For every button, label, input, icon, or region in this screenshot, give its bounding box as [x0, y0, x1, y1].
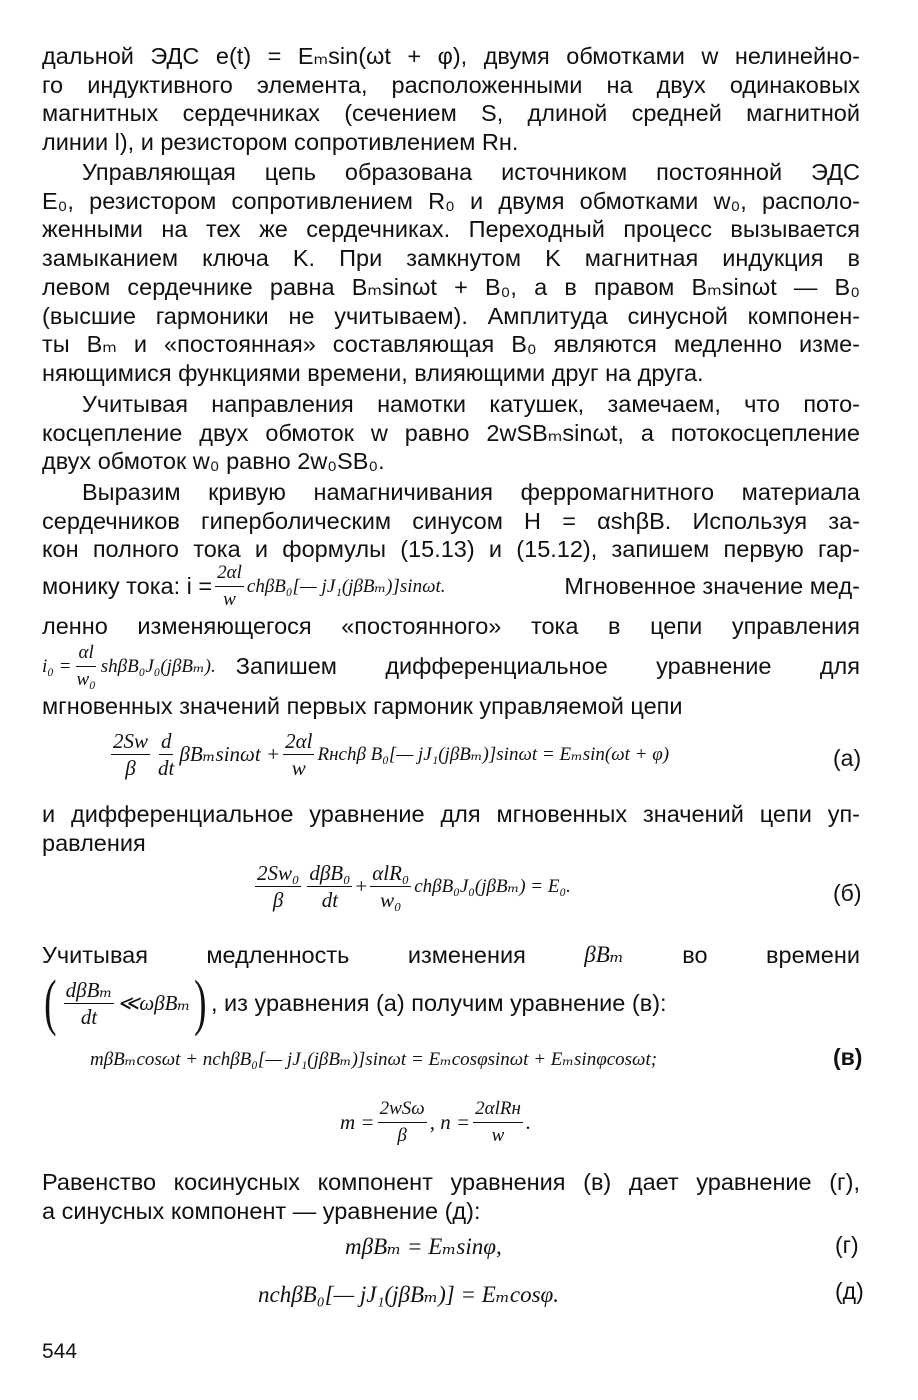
formula-fragment: βBₘ: [584, 942, 624, 967]
text-line: замыканием ключа K. При замкнутом K магнитная индукция в: [42, 245, 860, 272]
text-line: и дифференциальное уравнение для мгновенных значений цепи уп-: [42, 801, 860, 827]
text-line: женными на тех же сердечниках. Переходный процесс вызывается: [42, 216, 860, 243]
fraction-denominator: w: [291, 756, 306, 780]
fraction-denominator: dt: [321, 888, 339, 912]
equation-b: [252, 862, 571, 911]
page-number: 544: [42, 1340, 78, 1363]
text-line: равления: [42, 829, 146, 856]
paragraph-4-cont: [42, 612, 860, 641]
fraction-numerator: dβB₀: [309, 861, 351, 885]
plus-sign: +: [355, 874, 368, 898]
text-line: дальной ЭДС e(t) = Eₘsin(ωt + φ), двумя обмотками w нелинейно-: [42, 43, 860, 69]
text-line: ты Bₘ и «постоянная» составляющая B₀ являются медленно изме-: [42, 331, 860, 358]
left-paren: (: [44, 969, 57, 1037]
text-line: линии l), и резистором сопротивлением Rн.: [42, 129, 519, 156]
text-line: Управляющая цепь образована источником постоянной ЭДС: [82, 159, 860, 185]
paragraph-1: [42, 42, 860, 157]
equation-label: (а): [833, 745, 862, 771]
paragraph-4: [42, 478, 860, 564]
word: во: [682, 942, 708, 968]
text-line: (высшие гармоники не учитываем). Амплитуда синусной компонен-: [42, 302, 860, 329]
text-line: кон полного тока и формулы (15.13) и (15.12), запишем первую гар-: [42, 536, 860, 563]
fraction: [473, 1098, 523, 1147]
formula-fragment: Rнchβ B₀[— jJ₁(jβBₘ)]sinωt = Eₘsin(ωt + φ): [317, 744, 670, 765]
paragraph-6: [42, 942, 860, 969]
equation-label: (в): [833, 1044, 863, 1070]
formula-fragment: mβBₘ = Eₘsinφ,: [345, 1234, 502, 1259]
formula-fragment: shβB₀J₀(jβBₘ).: [100, 656, 216, 677]
text-line: Учитывая направления намотки катушек, замечаем, что пото-: [82, 391, 860, 417]
text-fragment: , из уравнения (а) получим уравнение (в):: [210, 989, 667, 1016]
right-paren: ): [194, 969, 207, 1037]
text-line: Выразим кривую намагничивания ферромагнитного материала: [82, 479, 860, 505]
word: изменения: [407, 942, 526, 968]
fraction: [307, 862, 352, 911]
text-fragment: Запишем дифференциальное уравнение для: [235, 653, 860, 679]
equation-g: [345, 1234, 502, 1260]
paragraph-3: [42, 390, 860, 476]
text-line: мгновенных значений первых гармоник управляемой цепи: [42, 693, 683, 719]
equation-label: (г): [835, 1232, 859, 1258]
text-line: сердечников гиперболическим синусом H = αshβB. Используя за-: [42, 507, 860, 534]
formula-fragment: m =: [340, 1110, 375, 1134]
fraction: [378, 1098, 427, 1147]
fraction-numerator: αlR₀: [372, 861, 410, 885]
fraction-denominator: β: [272, 888, 284, 912]
formula-fragment: mβBₘcosωt + nchβB₀[— jJ₁(jβBₘ)]sinωt = Eₘcosφsinωt + Eₘsinφcosωt;: [90, 1049, 658, 1070]
text-line: левом сердечнике равна Bₘsinωt + B₀, а в правом Bₘsinωt — B₀: [42, 273, 860, 300]
equation-a: [108, 730, 669, 779]
formula-fragment: ≪ωβBₘ: [117, 990, 191, 1015]
fraction-denominator: w: [491, 1125, 505, 1146]
equation-label: (д): [835, 1278, 864, 1304]
formula-fragment: nchβB₀[— jJ₁(jβBₘ)] = Eₘcosφ.: [258, 1282, 560, 1307]
equation-v: [90, 1048, 657, 1071]
equation-d: [258, 1282, 559, 1308]
word: времени: [766, 942, 860, 968]
paragraph-4-end: [42, 692, 860, 721]
fraction: [156, 730, 176, 779]
formula-fragment: .: [525, 1110, 532, 1134]
current-harmonic-line: [42, 562, 860, 611]
fraction: [64, 979, 115, 1028]
paragraph-7: [42, 1168, 860, 1225]
formula-fragment: chβB₀J₀(jβBₘ) = E₀.: [414, 876, 571, 897]
text-line: магнитных сердечниках (сечением S, длиной средней магнитной: [42, 100, 860, 127]
text-line: двух обмоток w₀ равно 2w₀SB₀.: [42, 448, 385, 475]
fraction: [255, 862, 301, 911]
word: медленность: [206, 942, 350, 968]
fraction-numerator: d: [160, 729, 172, 753]
text-fragment: монику тока: i =: [42, 573, 213, 599]
fraction-numerator: 2wSω: [378, 1098, 427, 1123]
text-line: а синусных компонент — уравнение (д):: [42, 1197, 481, 1224]
condition-line: [40, 969, 667, 1037]
formula-fragment: βBₘsinωt +: [179, 742, 281, 766]
text-fragment: Мгновенное значение мед-: [564, 573, 860, 599]
fraction: [74, 642, 97, 691]
fraction-numerator: 2Sw₀: [257, 861, 300, 885]
fraction-denominator: dt: [80, 1004, 98, 1029]
formula-fragment: , n =: [429, 1110, 471, 1134]
fraction: [283, 730, 314, 779]
dc-current-line: [42, 642, 860, 691]
fraction-denominator: dt: [158, 756, 175, 780]
fraction-numerator: 2αl: [215, 562, 244, 587]
fraction: [111, 730, 150, 779]
text-line: E₀, резистором сопротивлением R₀ и двумя обмотками w₀, располо-: [42, 187, 860, 214]
fraction-denominator: β: [397, 1125, 407, 1146]
paragraph-2: [42, 158, 860, 388]
fraction-denominator: β: [125, 756, 136, 780]
fraction-numerator: 2Sw: [113, 729, 149, 753]
equation-label: (б): [833, 880, 862, 906]
equation-mn: [340, 1098, 531, 1147]
fraction-numerator: dβBₘ: [65, 977, 113, 1002]
fraction-denominator: w₀: [380, 888, 402, 912]
fraction: [370, 862, 411, 911]
text-line: косцепление двух обмоток w равно 2wSBₘsinωt, а потокосцепление: [42, 419, 860, 446]
text-line: няющимися функциями времени, влияющими друг на друга.: [42, 359, 704, 386]
fraction-numerator: 2αlRн: [473, 1098, 523, 1123]
word: Учитывая: [42, 942, 148, 968]
text-line: го индуктивного элемента, расположенными на двух одинаковых: [42, 71, 860, 98]
fraction-denominator: w₀: [76, 669, 96, 690]
fraction: [215, 562, 244, 611]
text-line: ленно изменяющегося «постоянного» тока в цепи управления: [42, 613, 860, 639]
formula-fragment: i₀ =: [42, 655, 72, 677]
paragraph-5: [42, 800, 860, 857]
formula-fragment: chβB₀[— jJ₁(jβBₘ)]sinωt.: [246, 576, 446, 597]
fraction-numerator: 2αl: [285, 729, 313, 753]
text-line: Равенство косинусных компонент уравнения (в) дает уравнение (г),: [42, 1169, 860, 1195]
fraction-numerator: αl: [76, 642, 95, 667]
fraction-denominator: w: [223, 589, 236, 610]
